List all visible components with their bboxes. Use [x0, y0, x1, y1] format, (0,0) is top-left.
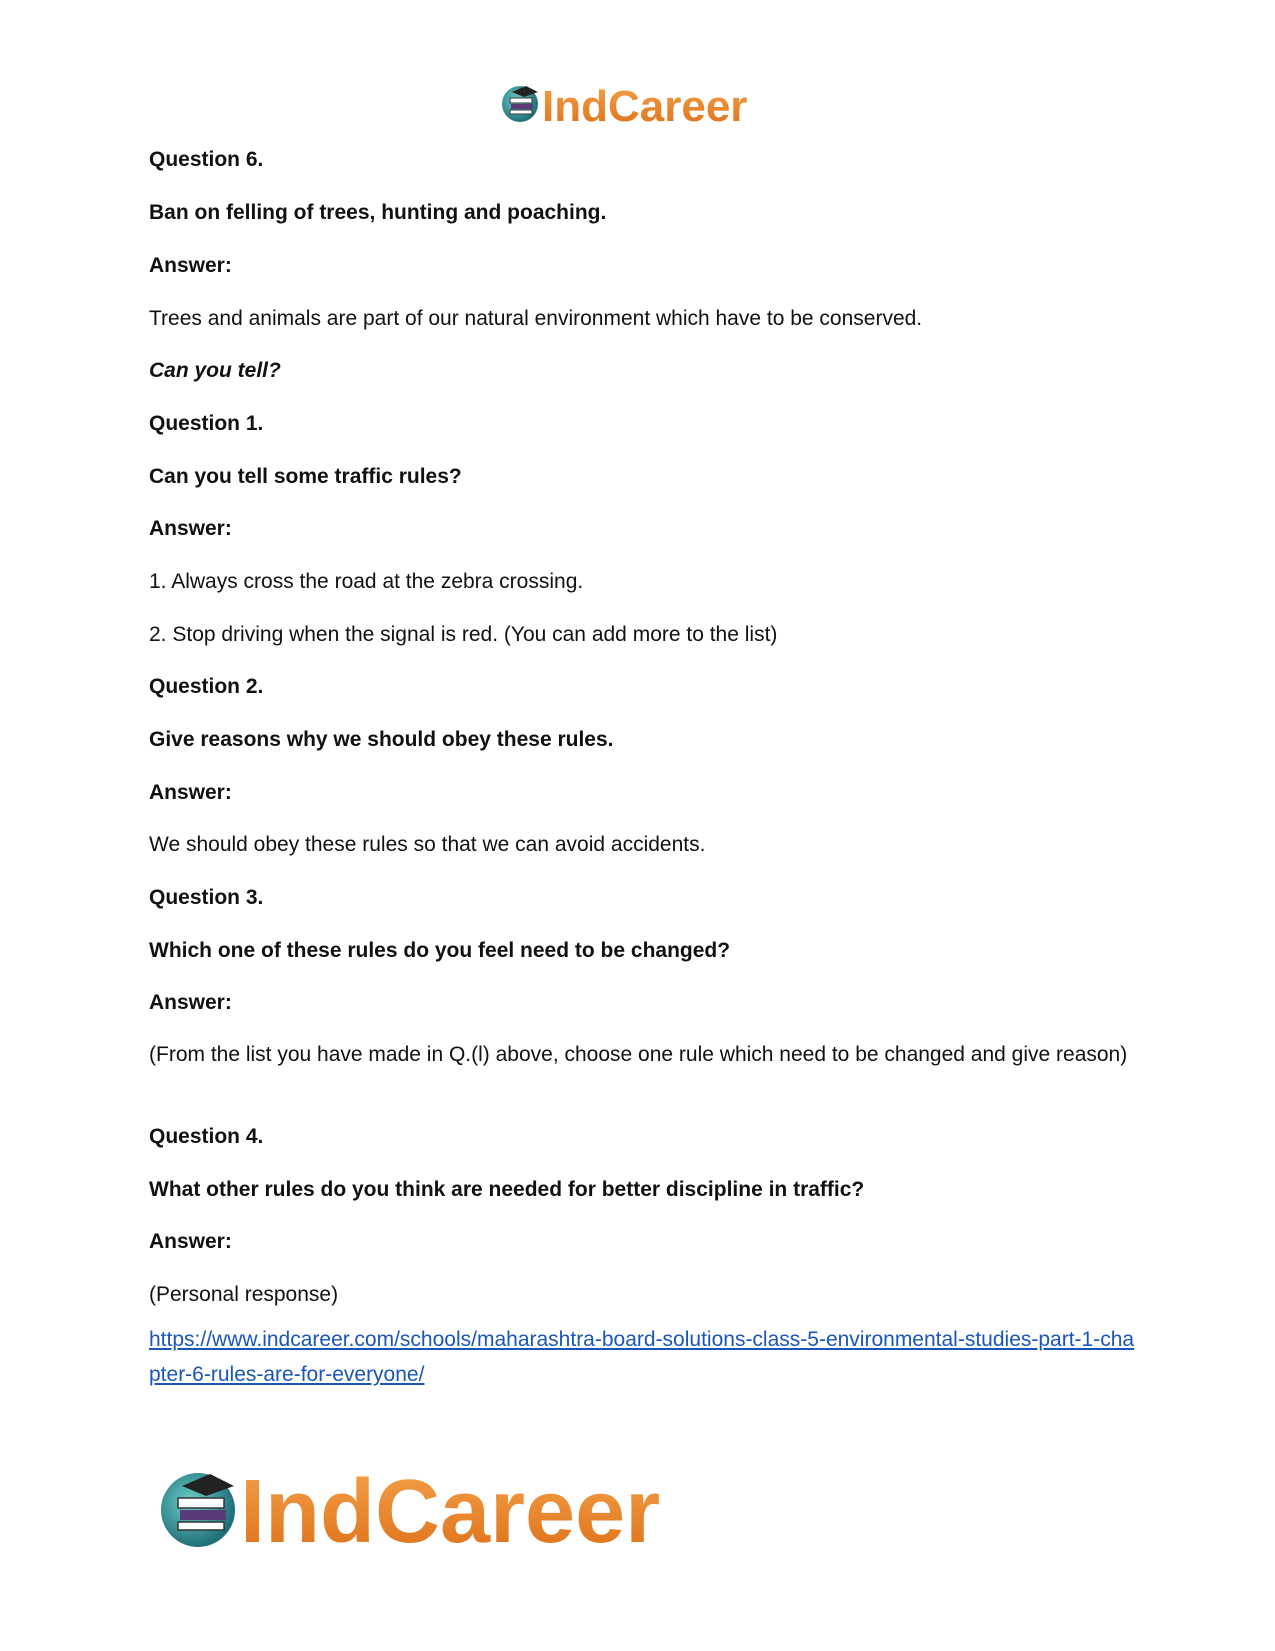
question-1-answer-item-2: 2. Stop driving when the signal is red. (You can add more to the list) — [149, 623, 778, 646]
question-4-answer: (Personal response) — [149, 1283, 339, 1306]
indcareer-logo-top[interactable] — [502, 76, 782, 132]
question-2-label: Question 2. — [149, 675, 264, 698]
question-2-text: Give reasons why we should obey these rules. — [149, 728, 614, 751]
question-6-answer-label: Answer: — [149, 254, 232, 277]
question-2-answer: We should obey these rules so that we can avoid accidents. — [149, 833, 706, 856]
question-2-answer-label: Answer: — [149, 781, 232, 804]
logo-wordmark: IndCareer — [542, 82, 748, 131]
question-6-answer: Trees and animals are part of our natural environment which have to be conserved. — [149, 307, 923, 330]
logo-wordmark: IndCareer — [240, 1462, 661, 1556]
question-3-label: Question 3. — [149, 886, 264, 909]
question-1-text: Can you tell some traffic rules? — [149, 465, 462, 488]
question-4-text: What other rules do you think are needed for better discipline in traffic? — [149, 1178, 865, 1201]
question-3-answer-label: Answer: — [149, 991, 232, 1014]
indcareer-logo-bottom[interactable] — [160, 1460, 700, 1556]
source-link[interactable]: https://www.indcareer.com/schools/maharashtra-board-solutions-class-5-environmental-studies-part-1-chapter-6-rules-are-for-everyone/ — [149, 1328, 1135, 1386]
globe-book-icon — [161, 1473, 235, 1547]
question-4-label: Question 4. — [149, 1125, 264, 1148]
question-4-answer-label: Answer: — [149, 1230, 232, 1253]
globe-book-icon — [502, 86, 538, 122]
section-title: Can you tell? — [149, 359, 281, 382]
question-6-label: Question 6. — [149, 148, 264, 171]
question-3-answer: (From the list you have made in Q.(l) above, choose one rule which need to be changed and give reason) — [149, 1043, 1128, 1066]
question-1-label: Question 1. — [149, 412, 264, 435]
question-3-text: Which one of these rules do you feel need to be changed? — [149, 939, 731, 962]
question-6-text: Ban on felling of trees, hunting and poaching. — [149, 201, 607, 224]
question-1-answer-item-1: 1. Always cross the road at the zebra crossing. — [149, 570, 584, 593]
question-1-answer-label: Answer: — [149, 517, 232, 540]
